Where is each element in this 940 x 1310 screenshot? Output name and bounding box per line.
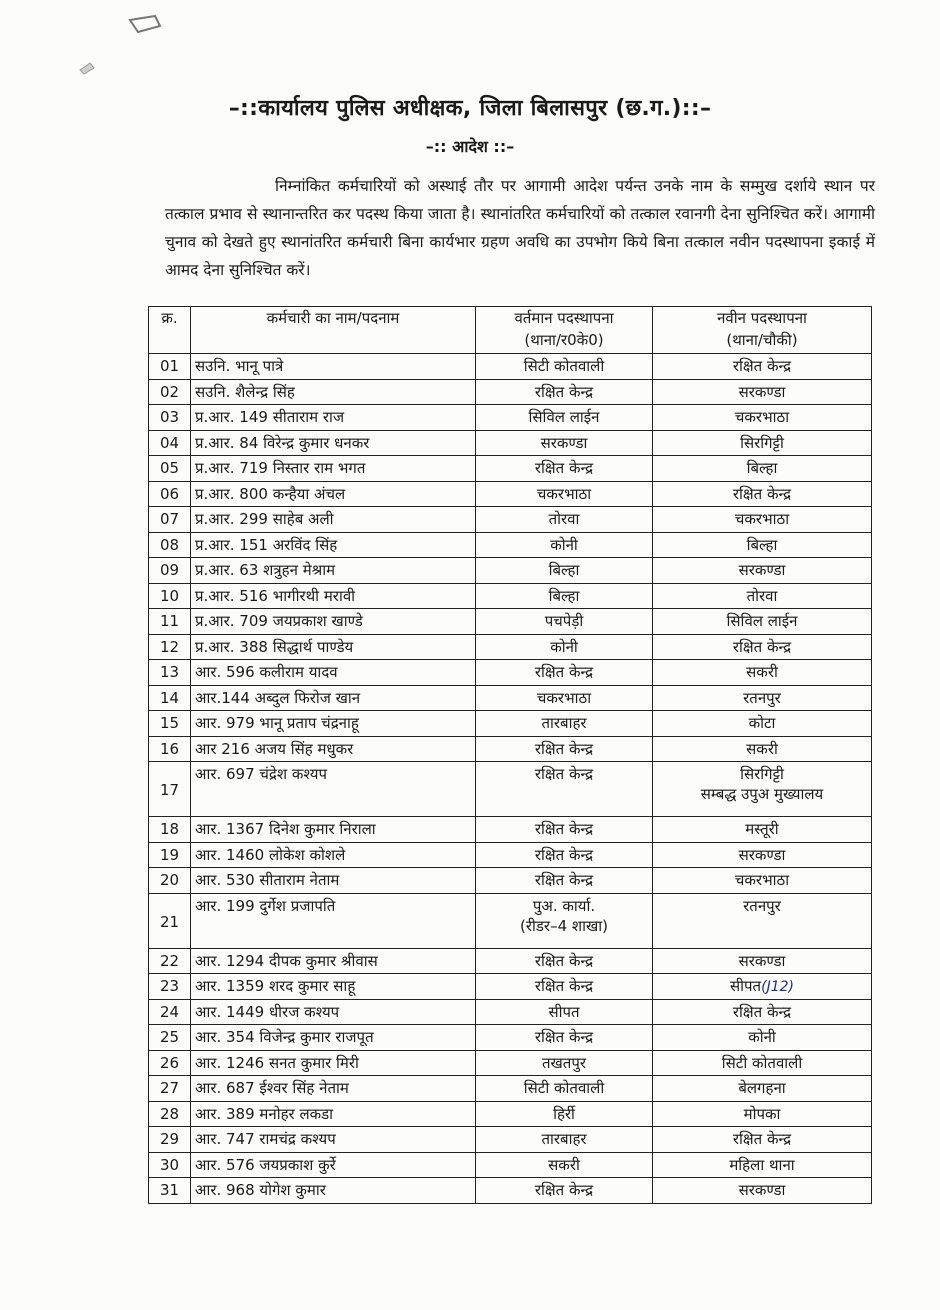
cell-serial-no-text: 23 xyxy=(159,977,180,996)
cell-new-posting-text: बेलगहना xyxy=(738,1079,786,1098)
table-row xyxy=(149,660,872,686)
cell-serial-no-text: 21 xyxy=(159,912,180,931)
cell-new-posting-text: मोपका xyxy=(743,1104,781,1123)
table-row xyxy=(149,609,872,635)
cell-new-posting xyxy=(653,1101,872,1127)
cell-serial-no xyxy=(149,456,191,482)
header-new-line1: नवीन पदस्थापना xyxy=(717,309,807,327)
cell-serial-no-text: 12 xyxy=(159,637,180,656)
cell-new-posting xyxy=(653,948,872,974)
cell-employee-name xyxy=(191,354,476,380)
cell-employee-name xyxy=(191,634,476,660)
cell-current-posting xyxy=(476,507,653,533)
cell-new-posting-text: सरकण्डा xyxy=(738,951,786,970)
cell-employee-name-text: आर. 1246 सनत कुमार मिरी xyxy=(195,1053,359,1072)
cell-current-posting-text: सकरी xyxy=(548,1155,580,1174)
cell-serial-no-text: 25 xyxy=(159,1028,180,1047)
cell-serial-no-text: 19 xyxy=(159,845,180,864)
cell-serial-no xyxy=(149,1050,191,1076)
cell-serial-no xyxy=(149,634,191,660)
cell-serial-no-text: 14 xyxy=(159,688,180,707)
header-serial-no: क्र. xyxy=(149,307,191,354)
cell-new-posting xyxy=(653,507,872,533)
cell-serial-no-text: 05 xyxy=(159,459,180,478)
cell-employee-name-text: आर. 697 चंद्रेश कश्यप xyxy=(195,765,327,783)
cell-serial-no xyxy=(149,558,191,584)
cell-new-posting-text: मस्तूरी xyxy=(745,820,779,839)
cell-current-posting xyxy=(476,532,653,558)
cell-current-posting-text: हिर्री xyxy=(553,1104,575,1123)
cell-employee-name-text: आर. 596 कलीराम यादव xyxy=(195,663,338,682)
cell-new-posting xyxy=(653,354,872,380)
cell-new-posting xyxy=(653,405,872,431)
cell-current-posting xyxy=(476,1076,653,1102)
header-employee-name: कर्मचारी का नाम/पदनाम xyxy=(191,307,476,354)
table-header-row xyxy=(149,307,872,354)
header-current-posting xyxy=(476,307,653,354)
table-row xyxy=(149,405,872,431)
cell-new-posting xyxy=(653,817,872,843)
cell-serial-no xyxy=(149,1127,191,1153)
cell-employee-name xyxy=(191,685,476,711)
header-current-line2: (थाना/र0के0) xyxy=(524,331,604,349)
cell-new-posting xyxy=(653,634,872,660)
cell-new-posting xyxy=(653,842,872,868)
cell-new-posting xyxy=(653,456,872,482)
cell-serial-no-text: 31 xyxy=(159,1181,180,1200)
cell-new-posting xyxy=(653,609,872,635)
cell-employee-name-text: प्र.आर. 151 अरविंद सिंह xyxy=(195,535,338,554)
cell-new-posting xyxy=(653,379,872,405)
cell-current-posting-text: सिटी कोतवाली xyxy=(523,357,605,376)
table-row xyxy=(149,1178,872,1204)
cell-current-posting-text: रक्षित केन्द्र xyxy=(534,977,594,996)
cell-employee-name xyxy=(191,1050,476,1076)
cell-serial-no xyxy=(149,481,191,507)
cell-current-posting xyxy=(476,1050,653,1076)
cell-serial-no xyxy=(149,999,191,1025)
table-row xyxy=(149,974,872,1000)
cell-serial-no-text: 13 xyxy=(159,663,180,682)
cell-current-posting xyxy=(476,948,653,974)
cell-serial-no-text: 30 xyxy=(159,1155,180,1174)
table-row xyxy=(149,1101,872,1127)
header-new-line2: (थाना/चौकी) xyxy=(726,331,798,349)
cell-employee-name-text: आर. 1449 धीरज कश्यप xyxy=(195,1002,340,1021)
cell-employee-name xyxy=(191,1101,476,1127)
cell-current-posting-text: रक्षित केन्द्र xyxy=(534,459,594,478)
cell-serial-no-text: 04 xyxy=(159,433,180,452)
table-row xyxy=(149,762,872,817)
cell-employee-name xyxy=(191,999,476,1025)
cell-employee-name-text: सउनि. भानू पात्रे xyxy=(195,357,284,376)
header-new-posting xyxy=(653,307,872,354)
cell-new-posting-text: रतनपुर xyxy=(743,688,781,707)
cell-employee-name xyxy=(191,893,476,948)
cell-current-posting-text: रक्षित केन्द्र xyxy=(534,871,594,890)
cell-serial-no xyxy=(149,583,191,609)
cell-new-posting-text: चकरभाठा xyxy=(734,510,790,529)
cell-serial-no-text: 08 xyxy=(159,535,180,554)
cell-employee-name-text: प्र.आर. 63 शत्रुहन मेश्राम xyxy=(195,561,336,580)
cell-employee-name xyxy=(191,507,476,533)
cell-new-posting xyxy=(653,430,872,456)
cell-employee-name xyxy=(191,868,476,894)
cell-employee-name-text: आर. 1294 दीपक कुमार श्रीवास xyxy=(195,951,378,970)
cell-employee-name-text: आर. 1460 लोकेश कोशले xyxy=(195,845,346,864)
cell-new-posting xyxy=(653,558,872,584)
cell-current-posting xyxy=(476,1178,653,1204)
cell-current-posting xyxy=(476,1152,653,1178)
cell-serial-no xyxy=(149,1025,191,1051)
cell-employee-name-text: आर. 1367 दिनेश कुमार निराला xyxy=(195,820,376,839)
cell-current-posting xyxy=(476,999,653,1025)
cell-new-posting xyxy=(653,1076,872,1102)
cell-current-posting xyxy=(476,817,653,843)
cell-serial-no-text: 09 xyxy=(159,561,180,580)
cell-new-posting xyxy=(653,660,872,686)
cell-new-posting-line2: सम्बद्ध उपुअ मुख्यालय xyxy=(700,785,824,803)
cell-employee-name-text: प्र.आर. 719 निस्तार राम भगत xyxy=(195,459,366,478)
cell-employee-name-text: आर. 199 दुर्गेश प्रजापति xyxy=(195,896,336,915)
cell-employee-name xyxy=(191,1025,476,1051)
cell-serial-no xyxy=(149,711,191,737)
cell-current-posting-text: बिल्हा xyxy=(548,561,580,580)
table-row xyxy=(149,1127,872,1153)
cell-serial-no-text: 18 xyxy=(159,820,180,839)
cell-serial-no-text: 17 xyxy=(159,781,180,799)
cell-employee-name-text: प्र.आर. 84 विरेन्द्र कुमार धनकर xyxy=(195,433,370,452)
cell-new-posting-text: चकरभाठा xyxy=(734,408,790,427)
cell-employee-name xyxy=(191,481,476,507)
cell-new-posting-text: सिटी कोतवाली xyxy=(721,1053,803,1072)
cell-employee-name-text: प्र.आर. 388 सिद्धार्थ पाण्डेय xyxy=(195,637,354,656)
cell-current-posting-text: रक्षित केन्द्र xyxy=(534,765,594,783)
cell-serial-no xyxy=(149,532,191,558)
cell-serial-no-text: 01 xyxy=(159,357,180,376)
cell-serial-no-text: 15 xyxy=(159,714,180,733)
cell-employee-name-text: प्र.आर. 800 कन्हैया अंचल xyxy=(195,484,346,503)
cell-new-posting-text: रक्षित केन्द्र xyxy=(732,1002,792,1021)
cell-current-posting-text: रक्षित केन्द्र xyxy=(534,663,594,682)
cell-new-posting-text: सीपत xyxy=(730,977,762,996)
table-row xyxy=(149,583,872,609)
cell-employee-name-text: आर. 747 रामचंद्र कश्यप xyxy=(195,1130,336,1149)
cell-current-posting xyxy=(476,974,653,1000)
cell-current-posting-text: तारबाहर xyxy=(541,1130,587,1149)
cell-serial-no-text: 03 xyxy=(159,408,180,427)
cell-current-posting-text: सिविल लाईन xyxy=(528,408,600,427)
cell-employee-name-text: आर. 1359 शरद कुमार साहू xyxy=(195,977,356,996)
cell-new-posting xyxy=(653,1152,872,1178)
cell-new-posting-text: कोनी xyxy=(748,1028,776,1047)
cell-new-posting xyxy=(653,583,872,609)
cell-new-posting xyxy=(653,762,872,817)
table-row xyxy=(149,685,872,711)
cell-current-posting-text: कोनी xyxy=(550,637,578,656)
cell-current-posting xyxy=(476,481,653,507)
cell-current-posting-text: रक्षित केन्द्र xyxy=(534,1028,594,1047)
cell-serial-no xyxy=(149,974,191,1000)
cell-serial-no-text: 06 xyxy=(159,484,180,503)
cell-serial-no xyxy=(149,1101,191,1127)
cell-serial-no xyxy=(149,817,191,843)
cell-current-posting-text: रक्षित केन्द्र xyxy=(534,820,594,839)
cell-serial-no xyxy=(149,430,191,456)
cell-employee-name-text: प्र.आर. 709 जयप्रकाश खाण्डे xyxy=(195,612,363,631)
cell-current-posting-text: पुअ. कार्या. xyxy=(532,896,596,915)
cell-current-posting-line2: (रीडर–4 शाखा) xyxy=(520,916,608,935)
table-row xyxy=(149,1152,872,1178)
table-row xyxy=(149,842,872,868)
table-row xyxy=(149,532,872,558)
cell-current-posting-text: सीपत xyxy=(548,1002,580,1021)
cell-new-posting-text: रक्षित केन्द्र xyxy=(732,1130,792,1149)
table-row xyxy=(149,817,872,843)
staple-mark xyxy=(60,8,170,78)
cell-new-posting-text: रक्षित केन्द्र xyxy=(732,484,792,503)
cell-current-posting xyxy=(476,685,653,711)
cell-serial-no xyxy=(149,405,191,431)
cell-current-posting-text: चकरभाठा xyxy=(536,688,592,707)
cell-new-posting-text: सरकण्डा xyxy=(738,845,786,864)
cell-current-posting xyxy=(476,609,653,635)
cell-new-posting-text: सिरगिट्टी xyxy=(740,765,784,783)
cell-serial-no-text: 24 xyxy=(159,1002,180,1021)
table-row xyxy=(149,634,872,660)
cell-new-posting-text: सरकण्डा xyxy=(738,1181,786,1200)
cell-current-posting xyxy=(476,762,653,817)
cell-current-posting xyxy=(476,660,653,686)
cell-serial-no xyxy=(149,609,191,635)
cell-serial-no xyxy=(149,762,191,817)
table-row xyxy=(149,558,872,584)
cell-employee-name-text: प्र.आर. 149 सीताराम राज xyxy=(195,408,345,427)
table-row xyxy=(149,868,872,894)
cell-current-posting xyxy=(476,736,653,762)
cell-current-posting xyxy=(476,558,653,584)
table-row xyxy=(149,948,872,974)
header-current-line1: वर्तमान पदस्थापना xyxy=(514,309,614,327)
cell-employee-name-text: आर. 968 योगेश कुमार xyxy=(195,1181,326,1200)
cell-current-posting-text: कोनी xyxy=(550,535,578,554)
table-row xyxy=(149,893,872,948)
cell-current-posting-text: तखतपुर xyxy=(541,1053,587,1072)
cell-new-posting-text: बिल्हा xyxy=(746,459,778,478)
cell-employee-name xyxy=(191,583,476,609)
cell-serial-no xyxy=(149,354,191,380)
cell-current-posting-text: बिल्हा xyxy=(548,586,580,605)
cell-current-posting xyxy=(476,583,653,609)
cell-employee-name-text: आर.144 अब्दुल फिरोज खान xyxy=(195,688,361,707)
transfer-table xyxy=(148,306,872,1204)
cell-new-posting-text: सकरी xyxy=(746,663,778,682)
cell-new-posting-text: सकरी xyxy=(746,739,778,758)
cell-new-posting-text: कोटा xyxy=(748,714,776,733)
cell-new-posting-text: रतनपुर xyxy=(743,896,781,915)
cell-serial-no xyxy=(149,379,191,405)
table-row xyxy=(149,481,872,507)
order-title: –:: आदेश ::– xyxy=(425,137,515,156)
table-row xyxy=(149,430,872,456)
cell-employee-name xyxy=(191,762,476,817)
cell-employee-name-text: आर. 530 सीताराम नेताम xyxy=(195,871,340,890)
cell-new-posting xyxy=(653,711,872,737)
cell-new-posting xyxy=(653,868,872,894)
cell-serial-no xyxy=(149,1076,191,1102)
cell-new-posting xyxy=(653,1127,872,1153)
cell-new-posting-text: बिल्हा xyxy=(746,535,778,554)
cell-serial-no-text: 11 xyxy=(159,612,180,631)
cell-current-posting xyxy=(476,456,653,482)
cell-employee-name xyxy=(191,842,476,868)
cell-current-posting-text: रक्षित केन्द्र xyxy=(534,845,594,864)
table-row xyxy=(149,1025,872,1051)
cell-current-posting xyxy=(476,1101,653,1127)
cell-serial-no xyxy=(149,736,191,762)
cell-serial-no xyxy=(149,660,191,686)
handwritten-note: (J12) xyxy=(761,979,794,996)
cell-new-posting xyxy=(653,999,872,1025)
cell-new-posting-text: सरकण्डा xyxy=(738,382,786,401)
cell-current-posting xyxy=(476,430,653,456)
cell-new-posting xyxy=(653,1025,872,1051)
table-row xyxy=(149,736,872,762)
cell-employee-name-text: प्र.आर. 299 साहेब अली xyxy=(195,510,334,529)
cell-serial-no-text: 07 xyxy=(159,510,180,529)
cell-current-posting-text: रक्षित केन्द्र xyxy=(534,1181,594,1200)
cell-new-posting-text: चकरभाठा xyxy=(734,871,790,890)
cell-new-posting xyxy=(653,685,872,711)
cell-new-posting xyxy=(653,974,872,1000)
cell-current-posting xyxy=(476,354,653,380)
order-body-text: निम्नांकित कर्मचारियों को अस्थाई तौर पर आगामी आदेश पर्यन्त उनके नाम के सम्मुख दर्शाये स्थान पर तत्काल प्रभाव से स्थानान्तरित कर पदस्थ किया जाता है। स्थानांतरित कर्मचारियों को तत्काल रवानगी देना सुनिश्चित करें। आगामी चुनाव को देखते हुए स्थानांतरित कर्मचारी बिना कार्यभार ग्रहण अवधि का उपभोग किये बिना तत्काल नवीन पदस्थापना इकाई में आमद देना सुनिश्चित करें। xyxy=(165,177,875,279)
cell-serial-no xyxy=(149,685,191,711)
table-row xyxy=(149,1076,872,1102)
cell-employee-name xyxy=(191,379,476,405)
cell-current-posting xyxy=(476,868,653,894)
cell-serial-no xyxy=(149,868,191,894)
cell-new-posting-text: सिरगिट्टी xyxy=(740,433,784,452)
cell-employee-name-text: सउनि. शैलेन्द्र सिंह xyxy=(195,382,295,401)
cell-current-posting-text: सरकण्डा xyxy=(540,433,588,452)
cell-new-posting xyxy=(653,736,872,762)
cell-current-posting xyxy=(476,842,653,868)
cell-employee-name xyxy=(191,948,476,974)
cell-employee-name xyxy=(191,609,476,635)
cell-current-posting-text: तोरवा xyxy=(548,510,580,529)
cell-new-posting xyxy=(653,481,872,507)
cell-current-posting-text: पचपेड़ी xyxy=(544,612,584,631)
cell-employee-name xyxy=(191,974,476,1000)
cell-serial-no-text: 22 xyxy=(159,951,180,970)
cell-current-posting-text: रक्षित केन्द्र xyxy=(534,382,594,401)
cell-employee-name xyxy=(191,430,476,456)
table-row xyxy=(149,456,872,482)
cell-serial-no-text: 26 xyxy=(159,1053,180,1072)
table-body xyxy=(149,354,872,1204)
cell-employee-name-text: प्र.आर. 516 भागीरथी मरावी xyxy=(195,586,356,605)
cell-employee-name xyxy=(191,1127,476,1153)
cell-employee-name-text: आर 216 अजय सिंह मधुकर xyxy=(195,739,354,758)
cell-employee-name xyxy=(191,1076,476,1102)
cell-serial-no xyxy=(149,893,191,948)
cell-serial-no-text: 20 xyxy=(159,871,180,890)
cell-current-posting xyxy=(476,893,653,948)
cell-employee-name-text: आर. 389 मनोहर लकडा xyxy=(195,1104,334,1123)
cell-serial-no xyxy=(149,1152,191,1178)
cell-employee-name xyxy=(191,1152,476,1178)
cell-current-posting-text: चकरभाठा xyxy=(536,484,592,503)
cell-new-posting-text: महिला थाना xyxy=(729,1155,795,1174)
cell-new-posting-text: रक्षित केन्द्र xyxy=(732,637,792,656)
cell-serial-no-text: 29 xyxy=(159,1130,180,1149)
cell-current-posting-text: रक्षित केन्द्र xyxy=(534,739,594,758)
cell-serial-no xyxy=(149,948,191,974)
cell-serial-no-text: 27 xyxy=(159,1079,180,1098)
office-title: –::कार्यालय पुलिस अधीक्षक, जिला बिलासपुर (छ.ग.)::– xyxy=(228,96,712,121)
cell-new-posting-text: सरकण्डा xyxy=(738,561,786,580)
cell-employee-name xyxy=(191,532,476,558)
cell-new-posting-text: सिविल लाईन xyxy=(726,612,798,631)
cell-serial-no-text: 28 xyxy=(159,1104,180,1123)
cell-employee-name-text: आर. 979 भानू प्रताप चंद्रनाहू xyxy=(195,714,359,733)
cell-employee-name xyxy=(191,456,476,482)
cell-employee-name xyxy=(191,1178,476,1204)
cell-employee-name xyxy=(191,558,476,584)
cell-current-posting xyxy=(476,1025,653,1051)
cell-serial-no-text: 16 xyxy=(159,739,180,758)
table-row xyxy=(149,1050,872,1076)
cell-serial-no-text: 02 xyxy=(159,382,180,401)
cell-serial-no xyxy=(149,507,191,533)
cell-serial-no-text: 10 xyxy=(159,586,180,605)
cell-new-posting xyxy=(653,532,872,558)
cell-employee-name xyxy=(191,405,476,431)
cell-new-posting-text: तोरवा xyxy=(746,586,778,605)
cell-current-posting-text: तारबाहर xyxy=(541,714,587,733)
cell-employee-name xyxy=(191,711,476,737)
table-row xyxy=(149,711,872,737)
cell-new-posting-text: रक्षित केन्द्र xyxy=(732,357,792,376)
cell-serial-no xyxy=(149,1178,191,1204)
table-row xyxy=(149,354,872,380)
cell-serial-no xyxy=(149,842,191,868)
cell-current-posting xyxy=(476,634,653,660)
table-row xyxy=(149,999,872,1025)
cell-employee-name xyxy=(191,736,476,762)
cell-current-posting xyxy=(476,1127,653,1153)
cell-current-posting-text: सिटी कोतवाली xyxy=(523,1079,605,1098)
cell-employee-name xyxy=(191,817,476,843)
cell-current-posting xyxy=(476,711,653,737)
cell-employee-name-text: आर. 354 विजेन्द्र कुमार राजपूत xyxy=(195,1028,374,1047)
cell-current-posting xyxy=(476,405,653,431)
table-row xyxy=(149,507,872,533)
cell-new-posting xyxy=(653,893,872,948)
cell-employee-name-text: आर. 576 जयप्रकाश कुर्रे xyxy=(195,1155,336,1174)
cell-current-posting-text: रक्षित केन्द्र xyxy=(534,951,594,970)
cell-employee-name xyxy=(191,660,476,686)
cell-employee-name-text: आर. 687 ईश्वर सिंह नेताम xyxy=(195,1079,349,1098)
cell-current-posting xyxy=(476,379,653,405)
cell-new-posting xyxy=(653,1178,872,1204)
table-row xyxy=(149,379,872,405)
cell-new-posting xyxy=(653,1050,872,1076)
